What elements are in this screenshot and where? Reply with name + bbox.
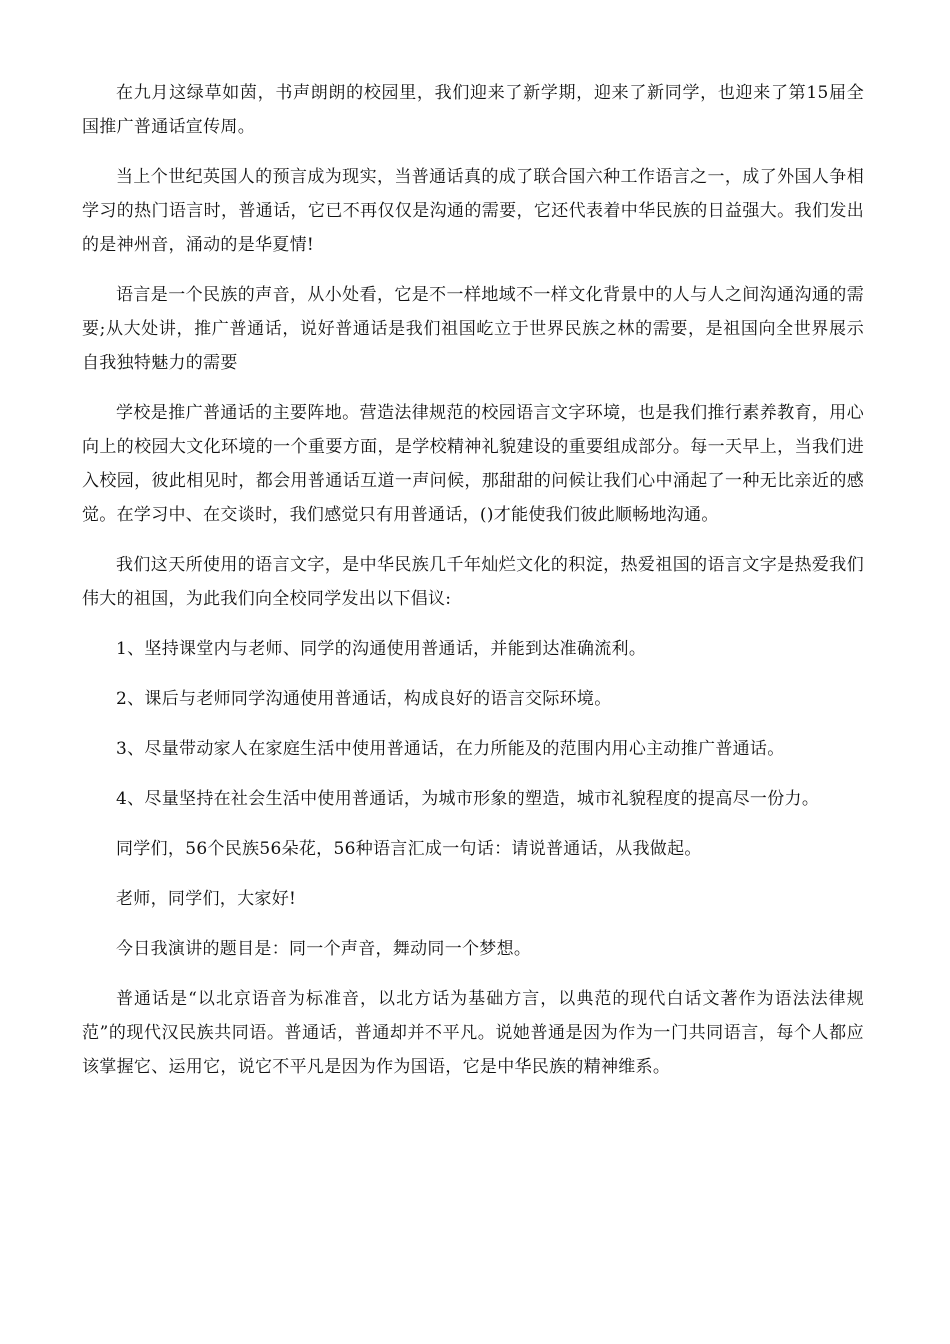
paragraph-2: 当上个世纪英国人的预言成为现实，当普通话真的成了联合国六种工作语言之一，成了外国人争相学习的热门语言时，普通话，它已不再仅仅是沟通的需要，它还代表着中华民族的日益强大。我们发出的是神州音，涌动的是华夏情! [82,167,864,255]
paragraph-1: 在九月这绿草如茵，书声朗朗的校园里，我们迎来了新学期，迎来了新同学，也迎来了第15届全国推广普通话宣传周。 [82,83,864,137]
paragraph-5: 我们这天所使用的语言文字，是中华民族几千年灿烂文化的积淀，热爱祖国的语言文字是热爱我们伟大的祖国，为此我们向全校同学发出以下倡议: [82,555,864,609]
list-item-4: 4、尽量坚持在社会生活中使用普通话，为城市形象的塑造，城市礼貌程度的提高尽一份力。 [116,789,820,809]
list-item-3: 3、尽量带动家人在家庭生活中使用普通话，在力所能及的范围内用心主动推广普通话。 [116,739,785,759]
document-body [82,76,864,1100]
paragraph-4: 学校是推广普通话的主要阵地。营造法律规范的校园语言文字环境，也是我们推行素养教育，用心向上的校园大文化环境的一个重要方面，是学校精神礼貌建设的重要组成部分。每一天早上，当我们进入校园，彼此相见时，都会用普通话互道一声问候，那甜甜的问候让我们心中涌起了一种无比亲近的感觉。在学习中、在交谈时，我们感觉只有用普通话，()才能使我们彼此顺畅地沟通。 [82,403,864,525]
paragraph-closing: 同学们，56个民族56朵花，56种语言汇成一句话：请说普通话，从我做起。 [116,839,702,859]
list-item-2: 2、课后与老师同学沟通使用普通话，构成良好的语言交际环境。 [116,689,612,709]
paragraph-greeting: 老师，同学们，大家好! [116,889,297,909]
paragraph-3: 语言是一个民族的声音，从小处看，它是不一样地域不一样文化背景中的人与人之间沟通沟通的需要;从大处讲，推广普通话，说好普通话是我们祖国屹立于世界民族之林的需要，是祖国向全世界展示自我独特魅力的需要 [82,285,864,373]
list-item-1: 1、坚持课堂内与老师、同学的沟通使用普通话，并能到达准确流利。 [116,639,647,659]
paragraph-speech-title: 今日我演讲的题目是：同一个声音，舞动同一个梦想。 [116,939,532,959]
paragraph-definition: 普通话是“以北京语音为标准音，以北方话为基础方言，以典范的现代白话文著作为语法法律规范”的现代汉民族共同语。普通话，普通却并不平凡。说她普通是因为作为一门共同语言，每个人都应该掌握它、运用它，说它不平凡是因为作为国语，它是中华民族的精神维系。 [82,989,864,1077]
